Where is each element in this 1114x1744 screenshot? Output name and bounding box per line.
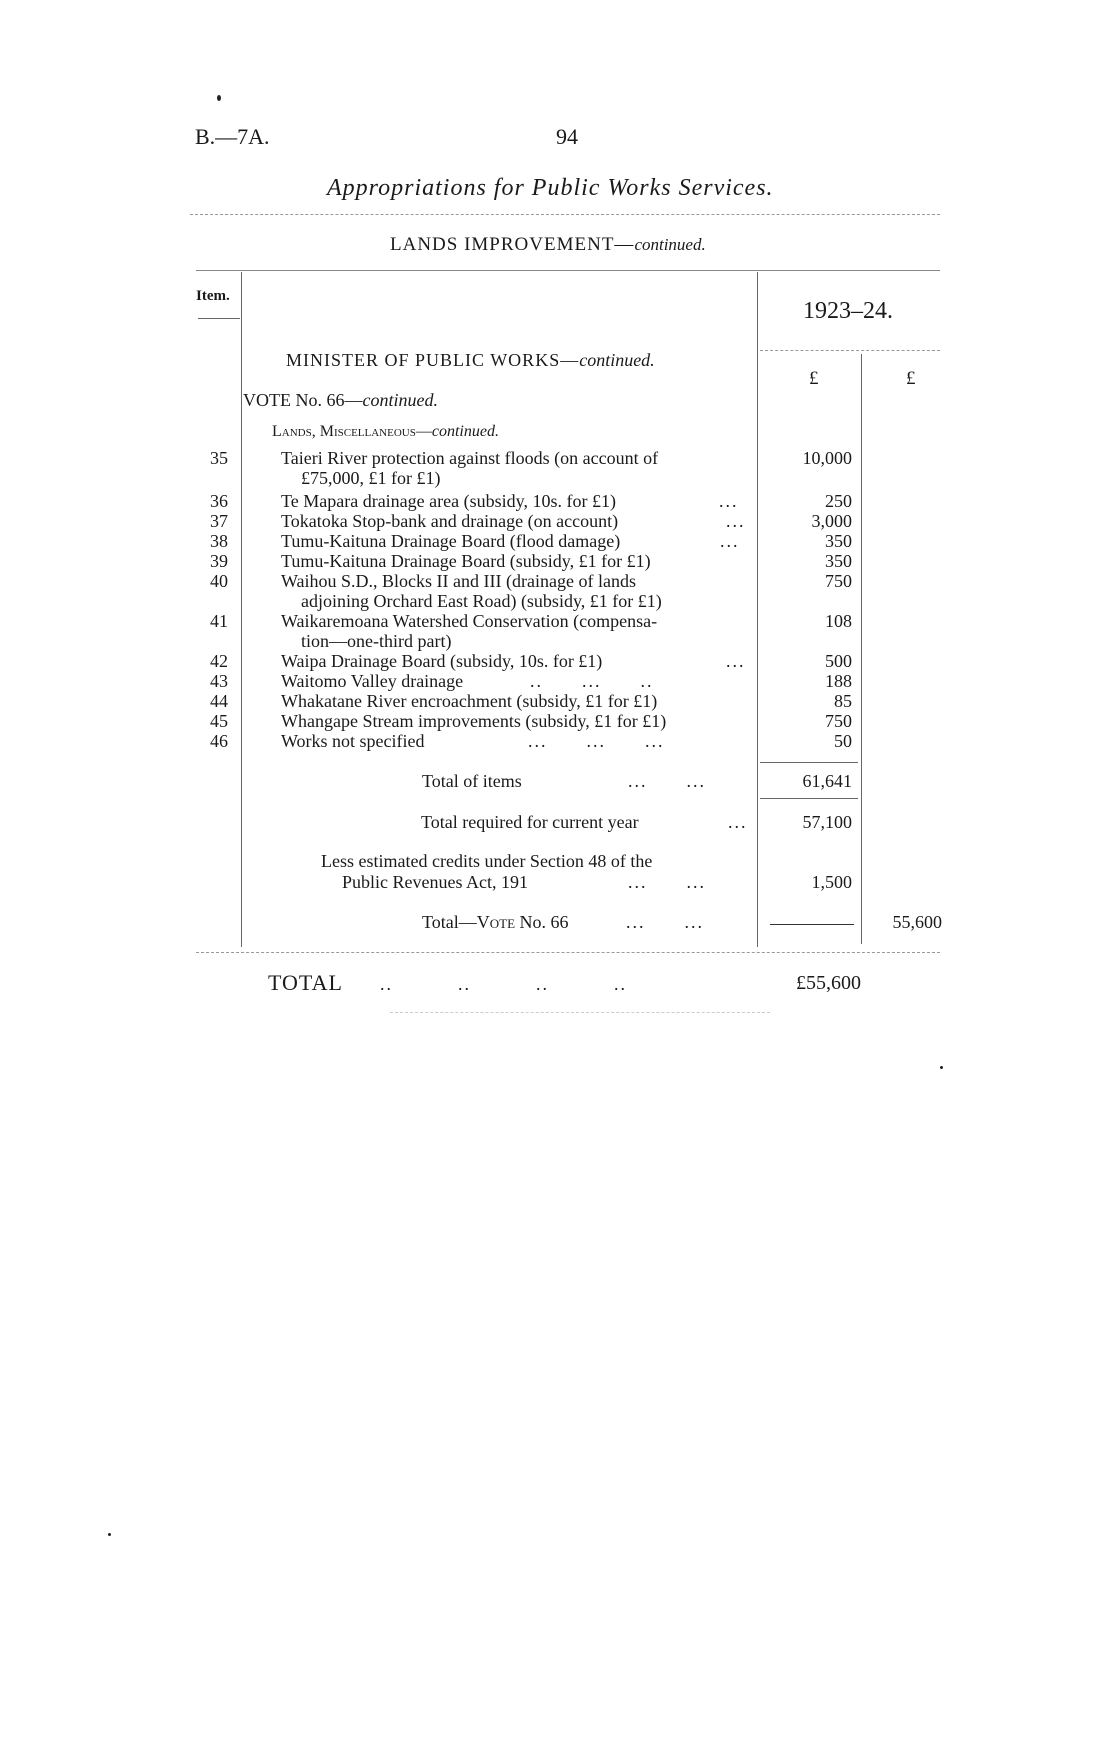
table-top-rule: [196, 270, 940, 271]
item-description-line1: Tokatoka Stop-bank and drainage (on account): [281, 511, 619, 531]
item-amount: 750: [825, 571, 852, 591]
item-number: 36: [210, 491, 228, 511]
page-speck: [108, 1533, 111, 1536]
item-amount: 3,000: [811, 511, 852, 531]
item-amount: 500: [825, 651, 852, 671]
section-heading-cont: continued.: [634, 235, 706, 254]
grand-total-dots: .. .. .. ..: [380, 974, 627, 994]
item-leader-dots: ...: [726, 651, 746, 671]
subhead-heading-cont: continued.: [431, 423, 499, 440]
table-bottom-rule: [196, 952, 940, 953]
item-number: 40: [210, 571, 228, 591]
item-number: 46: [210, 731, 228, 751]
ministry-heading: [286, 350, 655, 371]
item-amount: 350: [825, 531, 852, 551]
vote-total-label: [422, 912, 569, 933]
less-credits-line2: Public Revenues Act, 191: [342, 872, 528, 892]
item-description: [281, 491, 616, 511]
item-description: [281, 691, 657, 711]
item-description: [281, 571, 662, 611]
item-number: 37: [210, 511, 228, 531]
less-credits-dots: ... ...: [628, 872, 706, 892]
item-amount: 188: [825, 671, 852, 691]
item-description: [281, 448, 658, 488]
item-description: [281, 711, 666, 731]
item-amount: 350: [825, 551, 852, 571]
item-number: 42: [210, 651, 228, 671]
title-rule: [190, 214, 940, 215]
vote-total-label-a: Total—: [422, 912, 477, 932]
vote-heading: [243, 390, 438, 411]
item-description: [281, 611, 657, 651]
item-number: 41: [210, 611, 228, 631]
item-amount: 85: [834, 691, 852, 711]
item-description-line1: Works not specified: [281, 731, 425, 751]
document-reference: B.—7A.: [195, 124, 270, 149]
item-label-underline: [198, 318, 240, 319]
item-description-line1: Waitomo Valley drainage: [281, 671, 464, 691]
subhead-heading: [272, 423, 499, 441]
item-description-line1: Tumu-Kaituna Drainage Board (flood damage): [281, 531, 621, 551]
vote-total-dots: ... ...: [626, 912, 704, 932]
item-description-line1: Waihou S.D., Blocks II and III (drainage of lands: [281, 571, 636, 591]
ministry-heading-cont: continued.: [579, 350, 655, 370]
item-description-line1: Whakatane River encroachment (subsidy, £1 for £1): [281, 691, 658, 711]
item-amount: 10,000: [802, 448, 852, 468]
item-column-divider: [241, 272, 242, 947]
less-credits-amount: 1,500: [811, 872, 852, 892]
year-header: 1923–24.: [803, 298, 893, 324]
total-items-amount: 61,641: [802, 771, 852, 791]
item-number: 39: [210, 551, 228, 571]
vote-heading-cont: continued.: [362, 390, 438, 410]
vote-heading-main: VOTE No. 66—: [243, 390, 363, 410]
item-description: [281, 551, 651, 571]
grand-total-rule: [390, 1012, 770, 1013]
amount-column-divider: [757, 272, 758, 947]
grand-total-amount: £55,600: [796, 972, 861, 994]
total-required-label: Total required for current year: [421, 812, 639, 832]
vote-total-label-b: Vote: [476, 912, 516, 932]
less-credits-line1: Less estimated credits under Section 48 of the: [321, 851, 653, 871]
item-number: 45: [210, 711, 228, 731]
item-description-line2: £75,000, £1 for £1): [301, 468, 441, 488]
item-leader-dots: ... ... ...: [528, 731, 665, 751]
vote-total-label-c: No. 66: [515, 912, 569, 932]
total-column-divider: [861, 354, 862, 944]
item-column-header: Item.: [196, 288, 230, 304]
page-number: 94: [556, 124, 578, 149]
item-description: [281, 731, 425, 751]
currency-symbol-total: £: [906, 368, 916, 389]
item-amount: 250: [825, 491, 852, 511]
item-number: 38: [210, 531, 228, 551]
ministry-heading-main: MINISTER OF PUBLIC WORKS—: [286, 350, 580, 370]
vote-total-amount: 55,600: [892, 912, 942, 932]
item-description-line1: Waipa Drainage Board (subsidy, 10s. for £1): [281, 651, 603, 671]
item-leader-dots: ...: [720, 531, 740, 551]
total-items-dots: ... ...: [628, 771, 706, 791]
item-description-line1: Whangape Stream improvements (subsidy, £1 for £1): [281, 711, 667, 731]
item-leader-dots: ...: [726, 511, 746, 531]
item-description-line1: Te Mapara drainage area (subsidy, 10s. for £1): [281, 491, 616, 511]
total-required-amount: 57,100: [802, 812, 852, 832]
total-items-underline: [760, 798, 858, 799]
item-description: [281, 671, 463, 691]
total-items-rule: [760, 762, 858, 763]
grand-total-label: TOTAL: [268, 970, 343, 995]
item-leader-dots: ...: [719, 491, 739, 511]
item-amount: 108: [825, 611, 852, 631]
subhead-heading-main: Lands, Miscellaneous—: [272, 423, 432, 440]
page-speck: [217, 95, 221, 101]
page-title: Appropriations for Public Works Services.: [327, 175, 774, 201]
year-subheader-rule: [760, 350, 940, 351]
item-description: [281, 511, 618, 531]
item-description-line1: Waikaremoana Watershed Conservation (compensa-: [281, 611, 658, 631]
item-description-line1: Tumu-Kaituna Drainage Board (subsidy, £1 for £1): [281, 551, 651, 571]
item-number: 35: [210, 448, 228, 468]
section-heading-main: LANDS IMPROVEMENT—: [390, 234, 635, 255]
item-description: [281, 531, 620, 551]
item-amount: 50: [834, 731, 852, 751]
item-leader-dots: .. ... ..: [530, 671, 654, 691]
page-speck: [940, 1066, 943, 1069]
item-description: [281, 651, 602, 671]
currency-symbol-amount: £: [809, 368, 819, 389]
total-items-label: Total of items: [422, 771, 522, 791]
item-description-line1: Taieri River protection against floods (on account of: [281, 448, 659, 468]
item-number: 44: [210, 691, 228, 711]
item-description-line2: adjoining Orchard East Road) (subsidy, £1 for £1): [301, 591, 662, 611]
total-required-dots: ...: [728, 812, 748, 832]
item-number: 43: [210, 671, 228, 691]
item-description-line2: tion—one-third part): [301, 631, 452, 651]
item-amount: 750: [825, 711, 852, 731]
vote-total-dash: [770, 924, 854, 925]
section-heading: [390, 234, 706, 256]
